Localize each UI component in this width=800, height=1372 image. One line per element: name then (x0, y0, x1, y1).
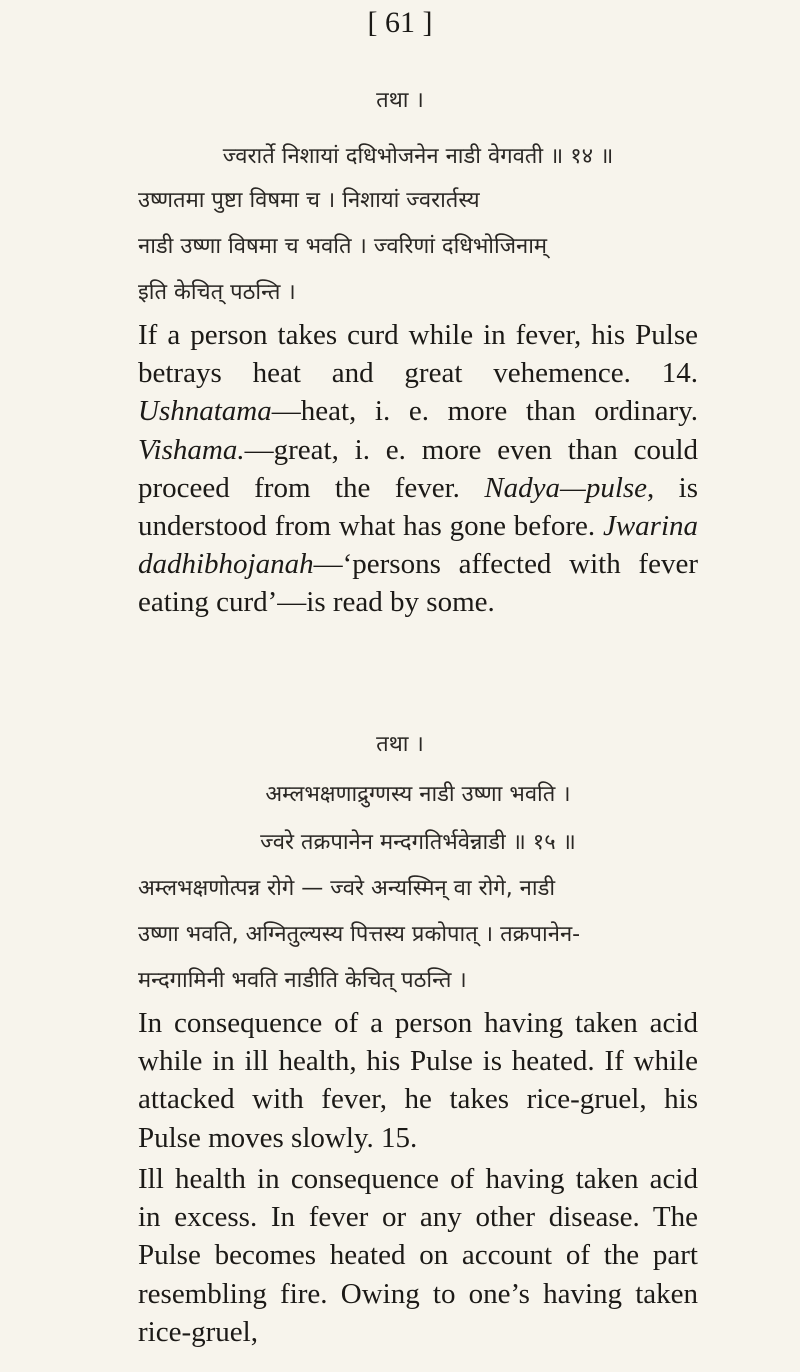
section-1-verse-line-4: इति केचित् पठन्ति । (138, 280, 296, 305)
section-2-translation: In consequence of a person having taken acid while in ill health, his Pulse is heated. If while attacked with fever, he takes rice-gruel, his Pulse moves slowly. 15. (138, 1007, 698, 1154)
section-1-verse-line-3: नाडी उष्णा विषमा च भवति । ज्वरिणां दधिभोजिनाम् (138, 234, 548, 259)
section-2-verse-line-4: उष्णा भवति, अग्नितुल्यस्य पित्तस्य प्रकोपात् । तक्रपानेन- (138, 922, 581, 947)
section-1-verse-line-1: ज्वरार्ते निशायां दधिभोजनेन नाडी वेगवती ॥ १४ ॥ (222, 144, 614, 169)
term-nadya: Nadya—pulse (484, 471, 648, 504)
translation-text: —‘persons affected with fever eating curd’—is read by some. (138, 548, 698, 619)
term-ushnatama: Ushnatama (138, 395, 272, 428)
page-number: [ 61 ] (367, 6, 433, 39)
section-2-verse-line-3: अम्लभक्षणोत्पन्न रोगे — ज्वरे अन्यस्मिन् वा रोगे, नाडी (138, 876, 556, 901)
section-2-verse-line-2: ज्वरे तक्रपानेन मन्दगतिर्भवेन्नाडी ॥ १५ ॥ (260, 830, 576, 855)
translation-text: If a person takes curd while in fever, his Pulse betrays heat and great vehemence. 14. (138, 319, 698, 390)
term-vishama: Vishama. (138, 433, 245, 466)
term-jwarina-dadhibhojanah: Jwarina dadhibhojanah (138, 510, 699, 581)
translation-text: , is understood from what has gone before. (138, 471, 699, 543)
translation-text: —heat, i. e. more than ordinary. (271, 395, 698, 428)
section-2-commentary: Ill health in consequence of having taken acid in excess. In fever or any other disease. The Pulse becomes heated on account of the part resembling fire. Owing to one’s having taken rice-gruel, (138, 1163, 698, 1348)
section-2-verse-line-1: अम्लभक्षणाद्रुग्णस्य नाडी उष्णा भवति । (265, 782, 571, 807)
translation-text: —great, i. e. more even than could proceed from the fever. (138, 433, 698, 504)
section-1-heading: तथा । (376, 88, 424, 113)
section-1-translation (138, 316, 698, 622)
section-1-verse-line-2: उष्णतमा पुष्टा विषमा च । निशायां ज्वरार्तस्य (138, 188, 480, 213)
section-2-heading: तथा । (376, 732, 424, 757)
section-2-verse-line-5: मन्दगामिनी भवति नाडीति केचित् पठन्ति । (138, 968, 467, 993)
